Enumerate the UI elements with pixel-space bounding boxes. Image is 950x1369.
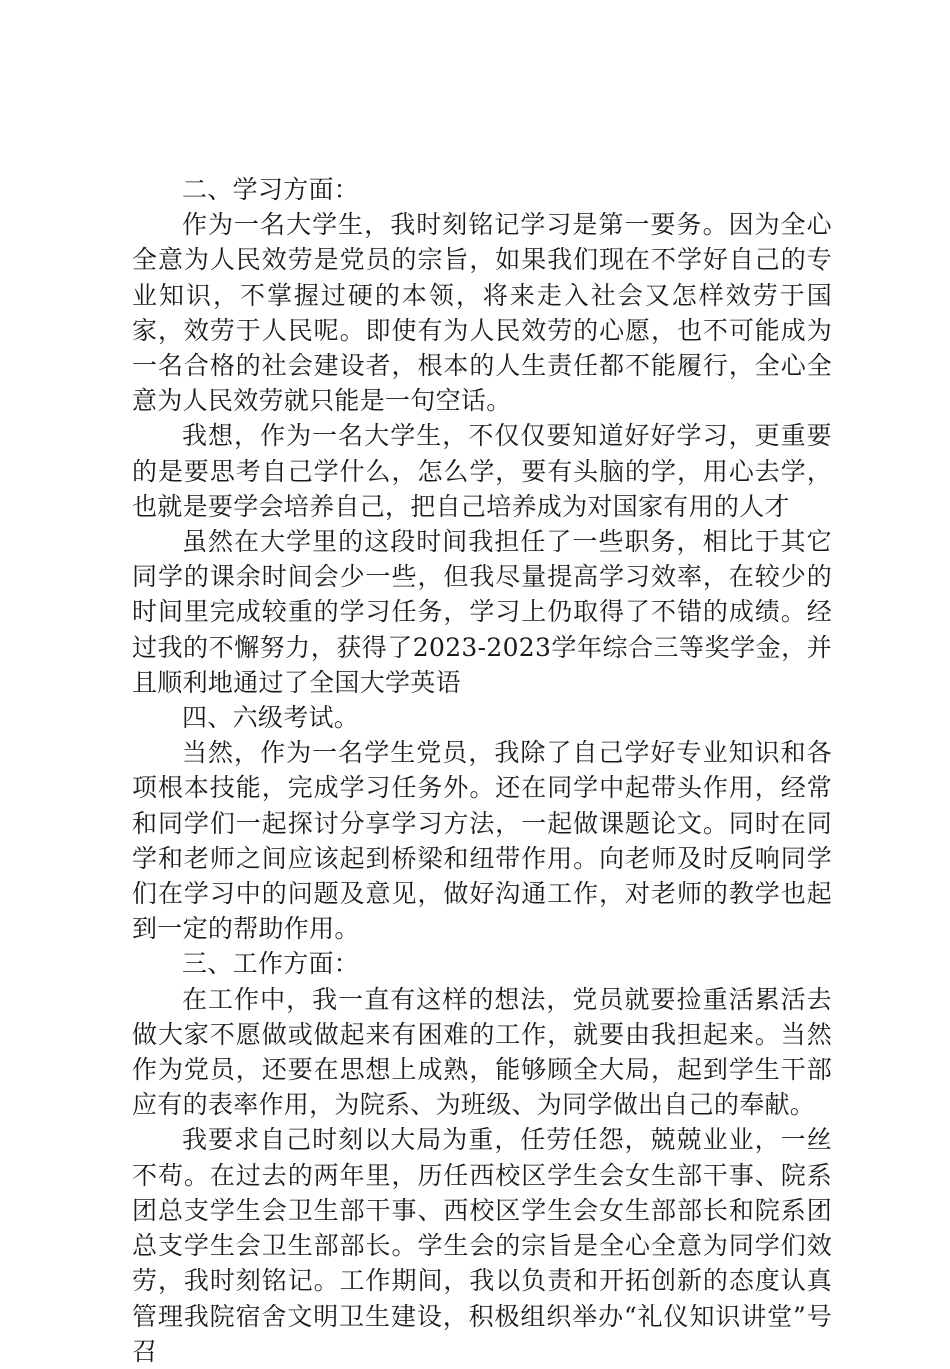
paragraph-work-attitude: 在工作中，我一直有这样的想法，党员就要捡重活累活去做大家不愿做或做起来有困难的工作，就要由我担起来。当然作为党员，还要在思想上成熟，能够顾全大局，起到学生干部应有的表率作用，为院系、为班级、为同学做出自己的奉献。 bbox=[132, 984, 832, 1120]
section-heading-work: 三、工作方面： bbox=[182, 949, 360, 979]
paragraph-study-achievements: 虽然在大学里的这段时间我担任了一些职务，相比于其它同学的课余时间会少一些，但我尽量提高学习效率，在较少的时间里完成较重的学习任务，学习上仍取得了不错的成绩。经过我的不懈努力，获得了2023-2023学年综合三等奖学金，并且顺利地通过了全国大学英语 bbox=[132, 527, 832, 697]
document-body bbox=[132, 172, 832, 1369]
paragraph-study-thoughts: 我想，作为一名大学生，不仅仅要知道好好学习，更重要的是要思考自己学什么，怎么学，要有头脑的学，用心去学，也就是要学会培养自己，把自己培养成为对国家有用的人才 bbox=[132, 421, 832, 521]
section-heading-study: 二、学习方面： bbox=[182, 175, 360, 204]
paragraph-study-duty: 作为一名大学生，我时刻铭记学习是第一要务。因为全心全意为人民效劳是党员的宗旨，如果我们现在不学好自己的专业知识，不掌握过硬的本领，将来走入社会又怎样效劳于国家，效劳于人民呢。即使有为人民效劳的心愿，也不可能成为一名合格的社会建设者，根本的人生责任都不能履行，全心全意为人民效劳就只能是一句空话。 bbox=[132, 210, 832, 416]
paragraph-cet-exam: 四、六级考试。 bbox=[182, 703, 360, 733]
paragraph-work-experience: 我要求自己时刻以大局为重，任劳任怨，兢兢业业，一丝不苟。在过去的两年里，历任西校区学生会女生部干事、院系团总支学生会卫生部干事、西校区学生会女生部部长和院系团总支学生会卫生部部长。学生会的宗旨是全心全意为同学们效劳，我时刻铭记。工作期间，我以负责和开拓创新的态度认真管理我院宿舍文明卫生建设，积极组织举办“礼仪知识讲堂”号召 bbox=[132, 1125, 832, 1366]
paragraph-party-member-role: 当然，作为一名学生党员，我除了自己学好专业知识和各项根本技能，完成学习任务外。还在同学中起带头作用，经常和同学们一起探讨分享学习方法，一起做课题论文。同时在同学和老师之间应该起到桥梁和纽带作用。向老师及时反响同学们在学习中的问题及意见，做好沟通工作，对老师的教学也起到一定的帮助作用。 bbox=[132, 738, 832, 944]
